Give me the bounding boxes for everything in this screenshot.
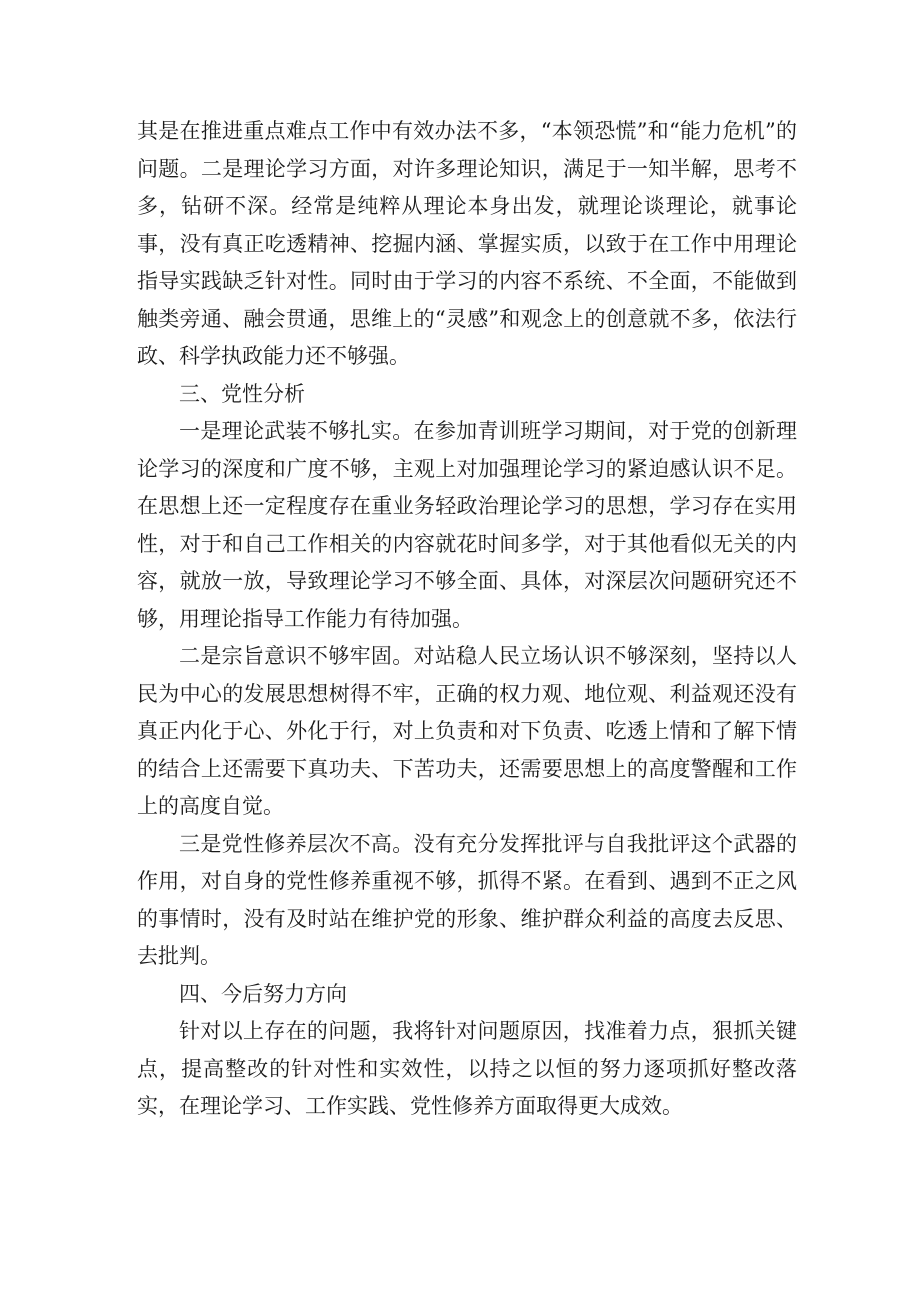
paragraph-rectification-plan: 针对以上存在的问题，我将针对问题原因，找准着力点，狠抓关键点，提高整改的针对性和实效性，以持之以恒的努力逐项抓好整改落实，在理论学习、工作实践、党性修养方面取得更大成效。 [137,1019,797,1118]
paragraph-continuation: 其是在推进重点难点工作中有效办法不多，“本领恐慌”和“能力危机”的问题。二是理论学习方面，对许多理论知识，满足于一知半解，思考不多，钻研不深。经常是纯粹从理论本身出发，就理论谈理论，就事论事，没有真正吃透精神、挖掘内涵、掌握实质，以致于在工作中用理论指导实践缺乏针对性。同时由于学习的内容不系统、不全面，不能做到触类旁通、融会贯通，思维上的“灵感”和观念上的创意就不多，依法行政、科学执政能力还不够强。 [137,119,797,368]
section-heading-party-analysis: 三、党性分析 [179,381,305,406]
paragraph-party-cultivation: 三是党性修养层次不高。没有充分发挥批评与自我批评这个武器的作用，对自身的党性修养重视不够，抓得不紧。在看到、遇到不正之风的事情时，没有及时站在维护党的形象、维护群众利益的高度去反思、去批判。 [137,831,797,968]
paragraph-purpose-awareness: 二是宗旨意识不够牢固。对站稳人民立场认识不够深刻，坚持以人民为中心的发展思想树得不牢，正确的权力观、地位观、利益观还没有真正内化于心、外化于行，对上负责和对下负责、吃透上情和了解下情的结合上还需要下真功夫、下苦功夫，还需要思想上的高度警醒和工作上的高度自觉。 [137,644,797,818]
document-body [137,113,797,1126]
section-heading-future-direction: 四、今后努力方向 [179,981,347,1006]
paragraph-theory-armament: 一是理论武装不够扎实。在参加青训班学习期间，对于党的创新理论学习的深度和广度不够，主观上对加强理论学习的紧迫感认识不足。在思想上还一定程度存在重业务轻政治理论学习的思想，学习存在实用性，对于和自己工作相关的内容就花时间多学，对于其他看似无关的内容，就放一放，导致理论学习不够全面、具体，对深层次问题研究还不够，用理论指导工作能力有待加强。 [137,419,797,631]
